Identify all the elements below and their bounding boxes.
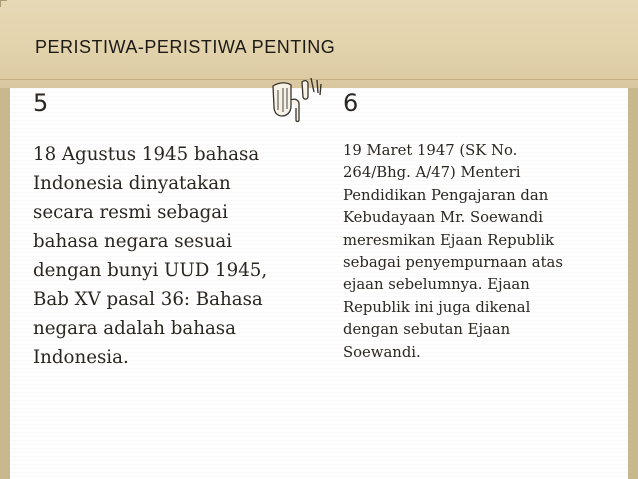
text-line: secara resmi sebagai bbox=[33, 202, 228, 223]
text-line: Indonesia dinyatakan bbox=[33, 173, 231, 194]
text-line: 264/Bhg. A/47) Menteri bbox=[343, 164, 521, 182]
text-line: bahasa negara sesuai bbox=[33, 231, 233, 252]
text-line: Republik ini juga dikenal bbox=[343, 298, 531, 316]
text-line: sebagai penyempurnaan atas bbox=[343, 254, 563, 272]
text-line: negara adalah bahasa bbox=[33, 318, 236, 339]
text-line: Kebudayaan Mr. Soewandi bbox=[343, 209, 543, 227]
text-line: Bab XV pasal 36: Bahasa bbox=[33, 289, 263, 310]
text-line: 19 Maret 1947 (SK No. bbox=[343, 142, 518, 159]
text-line: Soewandi. bbox=[343, 343, 421, 361]
text-line: Indonesia. bbox=[33, 347, 129, 368]
right-column-text bbox=[343, 140, 628, 364]
left-column-text bbox=[33, 140, 323, 372]
text-line: Pendidikan Pengajaran dan bbox=[343, 186, 549, 204]
text-line: dengan sebutan Ejaan bbox=[343, 321, 511, 339]
item-number-left: 5 bbox=[33, 89, 49, 117]
text-line: ejaan sebelumnya. Ejaan bbox=[343, 276, 530, 294]
text-line: 18 Agustus 1945 bahasa bbox=[33, 144, 260, 165]
item-number-right: 6 bbox=[343, 89, 359, 117]
hand-pointing-icon bbox=[269, 76, 325, 124]
text-line: dengan bunyi UUD 1945, bbox=[33, 260, 268, 281]
corner-mark bbox=[0, 0, 7, 7]
text-line: meresmikan Ejaan Republik bbox=[343, 231, 555, 249]
slide-title: PERISTIWA-PERISTIWA PENTING bbox=[35, 37, 336, 57]
